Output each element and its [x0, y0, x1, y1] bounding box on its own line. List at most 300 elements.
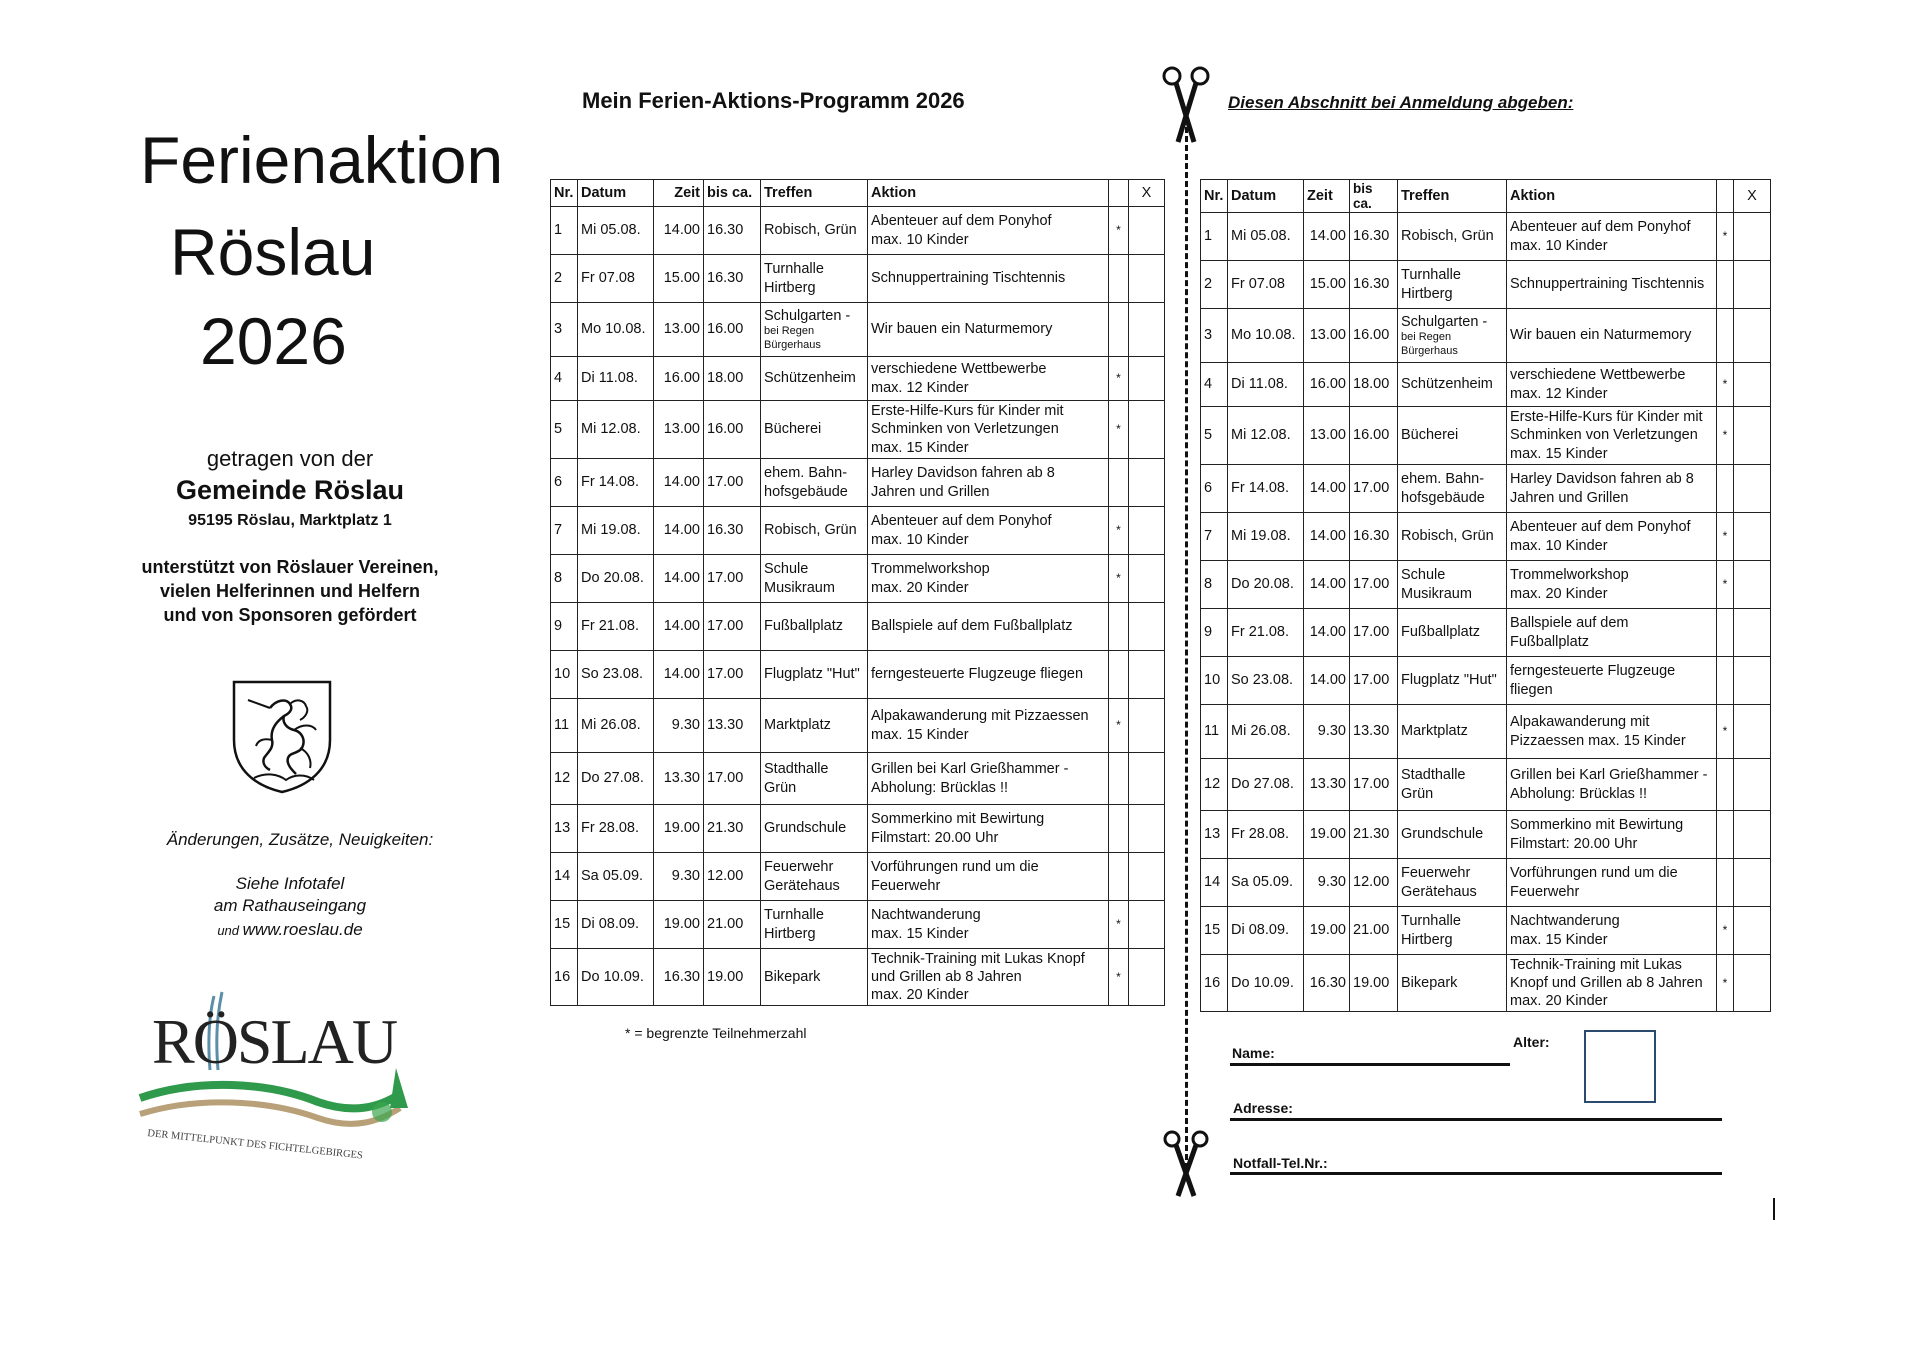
table-row	[551, 357, 1165, 401]
table-row	[1201, 907, 1771, 955]
row-zeit: 14.00	[1304, 561, 1350, 609]
aktion-line: max. 15 Kinder	[1510, 445, 1608, 462]
treffen-line: Hirtberg	[1401, 931, 1453, 948]
row-treffen	[1398, 309, 1507, 363]
row-zeit: 13.00	[654, 303, 704, 357]
row-bis: 16.00	[704, 401, 761, 459]
select-checkbox[interactable]	[1129, 753, 1165, 805]
footnote-limited: * = begrenzte Teilnehmerzahl	[625, 1025, 807, 1041]
select-checkbox[interactable]	[1129, 805, 1165, 853]
treffen-line: Marktplatz	[1401, 723, 1468, 740]
table-row	[1201, 261, 1771, 309]
row-datum: Di 08.09.	[1228, 907, 1304, 955]
row-zeit: 13.00	[1304, 407, 1350, 465]
row-zeit: 13.00	[1304, 309, 1350, 363]
aktion-line: Alpakawanderung mit Pizzaessen	[871, 708, 1089, 725]
select-checkbox[interactable]	[1734, 859, 1771, 907]
select-checkbox[interactable]	[1734, 561, 1771, 609]
row-nr: 7	[551, 507, 578, 555]
row-bis: 21.30	[704, 805, 761, 853]
row-nr: 10	[1201, 657, 1228, 705]
limited-marker: *	[1717, 213, 1734, 261]
row-aktion	[1507, 561, 1717, 609]
aktion-line: verschiedene Wettbewerbe	[1510, 367, 1686, 384]
row-aktion	[868, 603, 1109, 651]
treffen-line: Fußballplatz	[764, 618, 843, 635]
limited-marker: *	[1109, 207, 1129, 255]
row-bis: 21.30	[1350, 811, 1398, 859]
aktion-line: Trommelworkshop	[871, 561, 990, 578]
select-checkbox[interactable]	[1734, 261, 1771, 309]
row-datum: Fr 21.08.	[578, 603, 654, 651]
treffen-line: Flugplatz "Hut"	[764, 666, 860, 683]
row-zeit: 19.00	[654, 805, 704, 853]
row-datum: Mi 19.08.	[578, 507, 654, 555]
row-treffen	[761, 805, 868, 853]
limited-marker: *	[1109, 555, 1129, 603]
row-treffen	[761, 853, 868, 901]
col-treffen: Treffen	[1398, 180, 1507, 213]
treffen-line: Flugplatz "Hut"	[1401, 672, 1497, 689]
row-aktion	[868, 303, 1109, 357]
address-label: Adresse:	[1233, 1100, 1293, 1116]
row-bis: 13.30	[704, 699, 761, 753]
table-row	[1201, 859, 1771, 907]
col-aktion: Aktion	[868, 180, 1109, 207]
select-checkbox[interactable]	[1129, 255, 1165, 303]
select-checkbox[interactable]	[1129, 949, 1165, 1006]
row-zeit: 19.00	[1304, 811, 1350, 859]
row-bis: 16.30	[704, 207, 761, 255]
row-aktion	[1507, 705, 1717, 759]
table-row	[551, 949, 1165, 1006]
row-zeit: 14.00	[654, 651, 704, 699]
aktion-line: max. 12 Kinder	[871, 379, 969, 396]
select-checkbox[interactable]	[1129, 853, 1165, 901]
row-nr: 16	[551, 949, 578, 1006]
info-line-3	[110, 920, 470, 940]
row-datum: Fr 14.08.	[578, 459, 654, 507]
table-row	[1201, 705, 1771, 759]
treffen-line: Stadthalle	[1401, 767, 1466, 784]
treffen-line: Grün	[764, 779, 797, 796]
row-datum: Sa 05.09.	[578, 853, 654, 901]
logo-tagline: DER MITTELPUNKT DES FICHTELGEBIRGES	[146, 1128, 364, 1162]
col-zeit: Zeit	[654, 180, 704, 207]
select-checkbox[interactable]	[1734, 955, 1771, 1012]
row-zeit: 14.00	[1304, 213, 1350, 261]
row-zeit: 9.30	[654, 853, 704, 901]
table-header-row	[1201, 180, 1771, 213]
table-row	[1201, 363, 1771, 407]
limited-marker: *	[1717, 955, 1734, 1012]
select-checkbox[interactable]	[1129, 459, 1165, 507]
row-bis: 16.30	[704, 255, 761, 303]
row-aktion	[1507, 309, 1717, 363]
treffen-line: Turnhalle	[764, 261, 824, 278]
row-aktion	[1507, 513, 1717, 561]
aktion-line: ferngesteuerte Flugzeuge	[1510, 663, 1676, 680]
table-row	[1201, 407, 1771, 465]
treffen-line: Schule	[1401, 567, 1446, 584]
cut-line	[1185, 118, 1188, 1178]
row-aktion	[868, 853, 1109, 901]
margin-mark	[1773, 1198, 1775, 1220]
row-nr: 15	[551, 901, 578, 949]
row-zeit: 15.00	[654, 255, 704, 303]
row-treffen	[761, 255, 868, 303]
support-line-2: vielen Helferinnen und Helfern	[159, 581, 421, 601]
row-treffen	[761, 555, 868, 603]
row-aktion	[868, 507, 1109, 555]
treffen-line: Turnhalle	[1401, 913, 1461, 930]
aktion-line: max. 15 Kinder	[871, 925, 969, 942]
row-datum: Do 27.08.	[578, 753, 654, 805]
row-nr: 14	[551, 853, 578, 901]
row-datum: Di 11.08.	[1228, 363, 1304, 407]
table-row	[551, 603, 1165, 651]
row-nr: 7	[1201, 513, 1228, 561]
aktion-line: max. 10 Kinder	[871, 531, 969, 548]
row-aktion	[868, 555, 1109, 603]
aktion-line: Abenteuer auf dem Ponyhof	[871, 213, 1052, 230]
aktion-line: Schminken von Verletzungen	[1510, 427, 1698, 444]
treffen-line: Stadthalle	[764, 761, 829, 778]
select-checkbox[interactable]	[1129, 401, 1165, 459]
info-line-2: am Rathauseingang	[213, 896, 367, 915]
row-datum: Do 20.08.	[578, 555, 654, 603]
aktion-line: max. 20 Kinder	[1510, 585, 1608, 602]
limited-marker	[1109, 753, 1129, 805]
row-aktion	[1507, 859, 1717, 907]
limited-marker: *	[1109, 949, 1129, 1006]
table-row	[551, 651, 1165, 699]
col-limit	[1109, 180, 1129, 207]
row-aktion	[1507, 261, 1717, 309]
limited-marker	[1109, 805, 1129, 853]
row-zeit: 14.00	[1304, 609, 1350, 657]
aktion-line: Vorführungen rund um die	[1510, 865, 1678, 882]
treffen-note-line: bei Regen	[1401, 330, 1452, 343]
select-checkbox[interactable]	[1734, 213, 1771, 261]
row-treffen	[1398, 513, 1507, 561]
row-bis: 17.00	[1350, 759, 1398, 811]
treffen-line: Bücherei	[1401, 427, 1459, 444]
row-nr: 12	[1201, 759, 1228, 811]
row-aktion	[1507, 407, 1717, 465]
table-row	[1201, 811, 1771, 859]
select-checkbox[interactable]	[1129, 603, 1165, 651]
limited-marker: *	[1717, 561, 1734, 609]
aktion-line: Nachtwanderung	[1510, 913, 1620, 930]
row-zeit: 14.00	[1304, 465, 1350, 513]
row-zeit: 9.30	[654, 699, 704, 753]
row-datum: Mi 12.08.	[578, 401, 654, 459]
treffen-note-line: Bürgerhaus	[1401, 344, 1458, 357]
row-bis: 21.00	[704, 901, 761, 949]
limited-marker: *	[1109, 401, 1129, 459]
name-label: Name:	[1232, 1045, 1275, 1061]
treffen-line: Hirtberg	[764, 925, 816, 942]
age-field[interactable]	[1584, 1030, 1656, 1103]
row-nr: 9	[1201, 609, 1228, 657]
row-zeit: 13.00	[654, 401, 704, 459]
treffen-line: Schützenheim	[1401, 376, 1493, 393]
treffen-line: Grün	[1401, 785, 1434, 802]
row-datum: Di 11.08.	[578, 357, 654, 401]
row-zeit: 14.00	[1304, 657, 1350, 705]
row-bis: 17.00	[1350, 657, 1398, 705]
row-bis: 12.00	[1350, 859, 1398, 907]
table-row	[551, 507, 1165, 555]
row-aktion	[1507, 363, 1717, 407]
treffen-line: Schule	[764, 561, 809, 578]
treffen-line: Musikraum	[764, 579, 835, 596]
treffen-line: Schulgarten -	[1401, 313, 1488, 330]
select-checkbox[interactable]	[1734, 705, 1771, 759]
select-checkbox[interactable]	[1734, 407, 1771, 465]
aktion-line: Harley Davidson fahren ab 8	[871, 465, 1055, 482]
aktion-line: Ballspiele auf dem Fußballplatz	[871, 618, 1073, 635]
row-nr: 6	[551, 459, 578, 507]
row-datum: Mi 26.08.	[578, 699, 654, 753]
select-checkbox[interactable]	[1734, 907, 1771, 955]
select-checkbox[interactable]	[1734, 811, 1771, 859]
row-datum: Do 10.09.	[578, 949, 654, 1006]
aktion-line: Jahren und Grillen	[1510, 489, 1629, 506]
row-datum: Mi 05.08.	[578, 207, 654, 255]
row-aktion	[868, 949, 1109, 1006]
aktion-line: Knopf und Grillen ab 8 Jahren	[1510, 975, 1703, 992]
row-zeit: 16.00	[654, 357, 704, 401]
program-heading: Mein Ferien-Aktions-Programm 2026	[582, 88, 965, 113]
row-aktion	[868, 699, 1109, 753]
row-bis: 16.00	[1350, 407, 1398, 465]
row-nr: 1	[551, 207, 578, 255]
info-line-3-prefix: und	[217, 923, 243, 938]
row-bis: 19.00	[1350, 955, 1398, 1012]
row-aktion	[868, 753, 1109, 805]
row-bis: 16.30	[1350, 213, 1398, 261]
aktion-line: Feuerwehr	[871, 877, 941, 894]
select-checkbox[interactable]	[1129, 699, 1165, 753]
address-field[interactable]	[1230, 1118, 1722, 1121]
row-bis: 17.00	[704, 651, 761, 699]
row-aktion	[868, 901, 1109, 949]
row-treffen	[761, 603, 868, 651]
select-checkbox[interactable]	[1129, 651, 1165, 699]
row-zeit: 16.30	[654, 949, 704, 1006]
table-header-row	[551, 180, 1165, 207]
limited-marker: *	[1717, 363, 1734, 407]
treffen-line: Robisch, Grün	[764, 222, 857, 239]
row-treffen	[761, 303, 868, 357]
treffen-line: Turnhalle	[764, 907, 824, 924]
row-aktion	[1507, 465, 1717, 513]
select-checkbox[interactable]	[1129, 303, 1165, 357]
info-line-1: Siehe Infotafel	[235, 874, 345, 893]
row-zeit: 16.00	[1304, 363, 1350, 407]
row-bis: 16.30	[1350, 513, 1398, 561]
treffen-line: Gerätehaus	[1401, 883, 1477, 900]
row-datum: Mi 12.08.	[1228, 407, 1304, 465]
row-datum: Fr 28.08.	[1228, 811, 1304, 859]
table-row	[551, 459, 1165, 507]
aktion-line: Wir bauen ein Naturmemory	[1510, 327, 1692, 344]
row-bis: 13.30	[1350, 705, 1398, 759]
row-nr: 5	[551, 401, 578, 459]
limited-marker: *	[1109, 357, 1129, 401]
table-row	[551, 901, 1165, 949]
aktion-line: Schnuppertraining Tischtennis	[871, 270, 1066, 287]
select-checkbox[interactable]	[1129, 357, 1165, 401]
limited-marker	[1717, 657, 1734, 705]
table-row	[1201, 465, 1771, 513]
limited-marker	[1109, 651, 1129, 699]
limited-marker	[1109, 459, 1129, 507]
select-checkbox[interactable]	[1734, 465, 1771, 513]
row-nr: 14	[1201, 859, 1228, 907]
row-bis: 17.00	[1350, 609, 1398, 657]
municipality-address: 95195 Röslau, Marktplatz 1	[188, 512, 392, 529]
limited-marker	[1109, 303, 1129, 357]
col-treffen: Treffen	[761, 180, 868, 207]
row-zeit: 13.30	[654, 753, 704, 805]
treffen-line: Feuerwehr	[764, 859, 834, 876]
row-datum: Fr 21.08.	[1228, 609, 1304, 657]
select-checkbox[interactable]	[1734, 363, 1771, 407]
aktion-line: max. 10 Kinder	[871, 231, 969, 248]
row-aktion	[868, 207, 1109, 255]
aktion-line: Trommelworkshop	[1510, 567, 1629, 584]
website-link[interactable]: www.roeslau.de	[242, 920, 363, 939]
treffen-line: Grundschule	[1401, 826, 1484, 843]
col-bis: bis ca.	[704, 180, 761, 207]
row-treffen	[1398, 261, 1507, 309]
aktion-line: Nachtwanderung	[871, 907, 981, 924]
treffen-line: Feuerwehr	[1401, 865, 1471, 882]
row-treffen	[761, 401, 868, 459]
aktion-line: Harley Davidson fahren ab 8	[1510, 471, 1694, 488]
row-treffen	[1398, 759, 1507, 811]
select-checkbox[interactable]	[1129, 555, 1165, 603]
aktion-line: Sommerkino mit Bewirtung	[871, 811, 1045, 828]
support-line-3: und von Sponsoren gefördert	[163, 605, 417, 625]
row-bis: 18.00	[1350, 363, 1398, 407]
select-checkbox[interactable]	[1129, 507, 1165, 555]
treffen-line: Grundschule	[764, 820, 847, 837]
limited-marker	[1717, 759, 1734, 811]
limited-marker: *	[1717, 407, 1734, 465]
row-treffen	[761, 507, 868, 555]
select-checkbox[interactable]	[1734, 657, 1771, 705]
aktion-line: Jahren und Grillen	[871, 483, 990, 500]
row-nr: 13	[1201, 811, 1228, 859]
row-nr: 13	[551, 805, 578, 853]
logo-wordmark: RÖSLAU	[152, 1006, 397, 1077]
row-nr: 4	[551, 357, 578, 401]
col-limit	[1717, 180, 1734, 213]
limited-marker	[1109, 853, 1129, 901]
row-treffen	[1398, 811, 1507, 859]
row-zeit: 15.00	[1304, 261, 1350, 309]
row-nr: 11	[551, 699, 578, 753]
title-line-3: 2026	[200, 304, 347, 378]
row-zeit: 14.00	[654, 555, 704, 603]
row-nr: 4	[1201, 363, 1228, 407]
title-line-2: Röslau	[170, 215, 376, 289]
treffen-note-line: Bürgerhaus	[764, 338, 821, 351]
name-field[interactable]	[1230, 1063, 1510, 1066]
row-treffen	[761, 207, 868, 255]
row-zeit: 9.30	[1304, 705, 1350, 759]
row-bis: 17.00	[704, 459, 761, 507]
col-select: X	[1734, 180, 1771, 213]
row-treffen	[761, 699, 868, 753]
col-select: X	[1129, 180, 1165, 207]
row-treffen	[1398, 859, 1507, 907]
col-nr: Nr.	[551, 180, 578, 207]
select-checkbox[interactable]	[1129, 901, 1165, 949]
phone-field[interactable]	[1230, 1172, 1722, 1175]
row-zeit: 14.00	[654, 207, 704, 255]
changes-heading: Änderungen, Zusätze, Neuigkeiten:	[166, 830, 434, 849]
row-aktion	[868, 401, 1109, 459]
table-row	[1201, 657, 1771, 705]
aktion-line: Feuerwehr	[1510, 883, 1580, 900]
select-checkbox[interactable]	[1734, 309, 1771, 363]
row-nr: 2	[551, 255, 578, 303]
aktion-line: max. 15 Kinder	[1510, 931, 1608, 948]
row-datum: Do 20.08.	[1228, 561, 1304, 609]
limited-marker	[1717, 309, 1734, 363]
limited-marker	[1717, 859, 1734, 907]
row-aktion	[1507, 811, 1717, 859]
treffen-line: hofsgebäude	[1401, 489, 1485, 506]
treffen-line: Schulgarten -	[764, 307, 851, 324]
limited-marker	[1717, 261, 1734, 309]
row-bis: 17.00	[704, 555, 761, 603]
aktion-line: ferngesteuerte Flugzeuge fliegen	[871, 666, 1084, 683]
treffen-line: Robisch, Grün	[1401, 528, 1494, 545]
select-checkbox[interactable]	[1734, 609, 1771, 657]
row-bis: 17.00	[1350, 561, 1398, 609]
row-treffen	[761, 901, 868, 949]
row-zeit: 14.00	[654, 459, 704, 507]
row-datum: Do 27.08.	[1228, 759, 1304, 811]
row-nr: 9	[551, 603, 578, 651]
row-nr: 15	[1201, 907, 1228, 955]
select-checkbox[interactable]	[1129, 207, 1165, 255]
row-nr: 3	[1201, 309, 1228, 363]
treffen-line: Hirtberg	[1401, 285, 1453, 302]
row-treffen	[1398, 561, 1507, 609]
row-bis: 16.00	[704, 303, 761, 357]
row-datum: Mo 10.08.	[1228, 309, 1304, 363]
row-aktion	[868, 459, 1109, 507]
aktion-line: Vorführungen rund um die	[871, 859, 1039, 876]
row-treffen	[1398, 213, 1507, 261]
row-treffen	[1398, 657, 1507, 705]
select-checkbox[interactable]	[1734, 513, 1771, 561]
row-datum: Mi 26.08.	[1228, 705, 1304, 759]
limited-marker: *	[1109, 901, 1129, 949]
aktion-line: Erste-Hilfe-Kurs für Kinder mit	[871, 403, 1064, 420]
table-row	[1201, 561, 1771, 609]
select-checkbox[interactable]	[1734, 759, 1771, 811]
row-zeit: 14.00	[1304, 513, 1350, 561]
title-line-1: Ferienaktion	[140, 123, 504, 197]
